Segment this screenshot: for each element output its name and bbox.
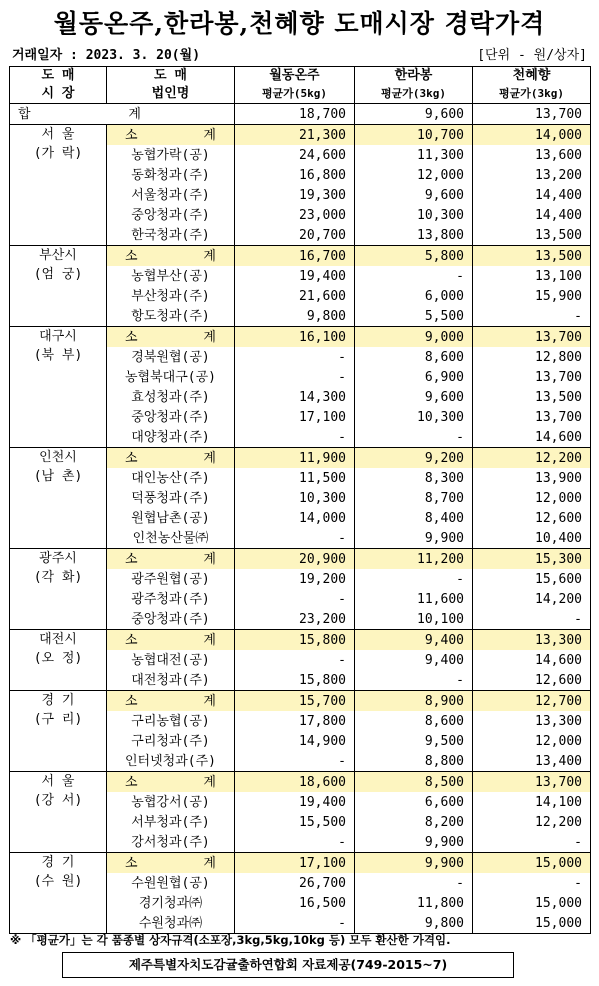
- header-org-line1: 도 매: [154, 68, 187, 83]
- subtotal-label: 소 계: [107, 853, 235, 874]
- corporation-name: 수원원협(공): [107, 873, 235, 893]
- price-col3: 12,600: [473, 670, 591, 691]
- price-col1: 15,700: [235, 691, 355, 712]
- trade-date: 거래일자 : 2023. 3. 20(월): [12, 48, 201, 63]
- price-col3: 13,500: [473, 387, 591, 407]
- market-region-line: (오 정): [33, 651, 83, 666]
- price-col1: 19,200: [235, 569, 355, 589]
- market-region: [10, 549, 107, 630]
- price-col3: -: [473, 609, 591, 630]
- price-col1: 19,400: [235, 266, 355, 286]
- corporation-name: 농협대전(공): [107, 650, 235, 670]
- corporation-name: 동화청과(주): [107, 165, 235, 185]
- price-col2: -: [355, 427, 473, 448]
- price-col1: 14,000: [235, 508, 355, 528]
- unit-label: [단위 - 원/상자]: [477, 48, 587, 63]
- price-col2: -: [355, 569, 473, 589]
- price-col2: 12,000: [355, 165, 473, 185]
- corporation-name: 농협북대구(공): [107, 367, 235, 387]
- header-col3-line2: 평균가(3kg): [499, 87, 564, 100]
- price-col2: 9,400: [355, 650, 473, 670]
- subtotal-row: [10, 448, 591, 469]
- price-col2: -: [355, 873, 473, 893]
- market-region: [10, 125, 107, 246]
- market-region: [10, 630, 107, 691]
- corporation-name: 대양청과(주): [107, 427, 235, 448]
- market-region-line: 인천시: [39, 450, 77, 465]
- price-col2: 8,700: [355, 488, 473, 508]
- price-col1: -: [235, 347, 355, 367]
- corporation-name: 효성청과(주): [107, 387, 235, 407]
- header-org-line2: 법인명: [151, 86, 190, 101]
- market-region-line: (남 촌): [33, 469, 83, 484]
- price-col2: 9,600: [355, 185, 473, 205]
- corporation-name: 농협강서(공): [107, 792, 235, 812]
- total-col1: 18,700: [235, 104, 355, 125]
- price-col3: -: [473, 873, 591, 893]
- corporation-name: 중앙청과(주): [107, 205, 235, 225]
- corporation-name: 원협남촌(공): [107, 508, 235, 528]
- price-col1: -: [235, 751, 355, 772]
- price-col2: 9,200: [355, 448, 473, 469]
- price-col2: 5,500: [355, 306, 473, 327]
- total-row: [10, 104, 591, 125]
- price-col2: 9,900: [355, 832, 473, 853]
- market-region: [10, 691, 107, 772]
- price-col1: 17,100: [235, 853, 355, 874]
- price-col1: -: [235, 589, 355, 609]
- market-region-line: (각 화): [33, 570, 83, 585]
- market-region-line: (엄 궁): [33, 267, 83, 282]
- subtotal-row: [10, 125, 591, 146]
- corporation-name: 인터넷청과(주): [107, 751, 235, 772]
- subtotal-label: 소 계: [107, 691, 235, 712]
- price-col1: 26,700: [235, 873, 355, 893]
- footnote: ※ 「평균가」는 각 품종별 상자규격(소포장,3kg,5kg,10kg 등) 모두 환산한 가격임.: [10, 933, 451, 947]
- corporation-name: 대전청과(주): [107, 670, 235, 691]
- price-col3: 13,700: [473, 407, 591, 427]
- page-title: 월동온주,한라봉,천혜향 도매시장 경락가격: [53, 9, 546, 38]
- header-region-line2: 시 장: [41, 86, 75, 101]
- price-col3: 14,000: [473, 125, 591, 146]
- price-col1: 21,600: [235, 286, 355, 306]
- price-col3: 15,300: [473, 549, 591, 570]
- market-region-line: 대구시: [39, 329, 77, 344]
- subtotal-label: 소 계: [107, 549, 235, 570]
- price-col1: 23,200: [235, 609, 355, 630]
- price-col2: 8,200: [355, 812, 473, 832]
- price-col3: 13,600: [473, 145, 591, 165]
- price-col3: 13,300: [473, 711, 591, 731]
- corporation-name: 강서청과(주): [107, 832, 235, 853]
- subtotal-label: 소 계: [107, 772, 235, 793]
- price-col3: 12,700: [473, 691, 591, 712]
- total-col2: 9,600: [355, 104, 473, 125]
- market-region-line: 대전시: [39, 632, 77, 647]
- subtotal-row: [10, 853, 591, 874]
- price-col3: 13,400: [473, 751, 591, 772]
- price-col1: 19,300: [235, 185, 355, 205]
- market-region: [10, 246, 107, 327]
- price-col1: 16,500: [235, 893, 355, 913]
- price-col3: 14,600: [473, 427, 591, 448]
- corporation-name: 중앙청과(주): [107, 609, 235, 630]
- market-region-line: 부산시: [39, 248, 77, 263]
- price-col1: 19,400: [235, 792, 355, 812]
- price-col3: 10,400: [473, 528, 591, 549]
- price-col1: 20,700: [235, 225, 355, 246]
- price-col3: 12,000: [473, 731, 591, 751]
- price-col1: 15,800: [235, 630, 355, 651]
- corporation-name: 대인농산(주): [107, 468, 235, 488]
- price-col3: 15,000: [473, 913, 591, 934]
- corporation-name: 광주청과(주): [107, 589, 235, 609]
- header-col1-line2: 평균가(5kg): [262, 87, 327, 100]
- price-col2: 6,900: [355, 367, 473, 387]
- corporation-name: 광주원협(공): [107, 569, 235, 589]
- corporation-name: 인천농산물㈜: [107, 528, 235, 549]
- price-col2: 8,400: [355, 508, 473, 528]
- header-col2: [355, 67, 473, 104]
- price-col2: 8,600: [355, 711, 473, 731]
- price-col2: 9,400: [355, 630, 473, 651]
- price-table: [9, 66, 591, 934]
- price-col2: 9,800: [355, 913, 473, 934]
- price-col2: 10,100: [355, 609, 473, 630]
- price-col3: 13,700: [473, 327, 591, 348]
- header-col2-line2: 평균가(3kg): [381, 87, 446, 100]
- price-col2: 8,600: [355, 347, 473, 367]
- price-col2: 8,300: [355, 468, 473, 488]
- price-col3: 13,700: [473, 772, 591, 793]
- price-col1: -: [235, 427, 355, 448]
- price-col3: 14,100: [473, 792, 591, 812]
- price-col1: -: [235, 913, 355, 934]
- price-col1: 23,000: [235, 205, 355, 225]
- price-col2: 9,900: [355, 853, 473, 874]
- price-col3: 14,400: [473, 185, 591, 205]
- price-col1: 14,300: [235, 387, 355, 407]
- corporation-name: 구리청과(주): [107, 731, 235, 751]
- price-col2: 11,600: [355, 589, 473, 609]
- market-region-line: (강 서): [33, 793, 83, 808]
- price-col1: 16,800: [235, 165, 355, 185]
- price-col2: 9,600: [355, 387, 473, 407]
- market-region-line: (수 원): [33, 874, 83, 889]
- subtotal-row: [10, 630, 591, 651]
- price-col2: 8,800: [355, 751, 473, 772]
- price-col3: 13,700: [473, 367, 591, 387]
- price-col2: -: [355, 266, 473, 286]
- price-col1: 11,900: [235, 448, 355, 469]
- price-col1: 10,300: [235, 488, 355, 508]
- subtotal-label: 소 계: [107, 246, 235, 267]
- price-col1: 15,800: [235, 670, 355, 691]
- price-col2: 5,800: [355, 246, 473, 267]
- price-col3: 14,400: [473, 205, 591, 225]
- market-region-line: 경 기: [41, 855, 75, 870]
- corporation-name: 경기청과㈜: [107, 893, 235, 913]
- price-col3: 12,600: [473, 508, 591, 528]
- corporation-name: 구리농협(공): [107, 711, 235, 731]
- price-col2: 6,000: [355, 286, 473, 306]
- price-col2: 9,900: [355, 528, 473, 549]
- price-col2: 9,000: [355, 327, 473, 348]
- price-col2: 11,800: [355, 893, 473, 913]
- price-col1: 16,700: [235, 246, 355, 267]
- market-region-line: 서 울: [41, 127, 75, 142]
- price-col3: 14,200: [473, 589, 591, 609]
- source-box: 제주특별자치도감귤출하연합회 자료제공(749-2015~7): [62, 952, 514, 978]
- price-col3: 15,000: [473, 893, 591, 913]
- price-col2: 10,300: [355, 205, 473, 225]
- price-col3: 15,900: [473, 286, 591, 306]
- price-col1: -: [235, 832, 355, 853]
- subtotal-row: [10, 691, 591, 712]
- price-col1: 14,900: [235, 731, 355, 751]
- price-col1: 17,800: [235, 711, 355, 731]
- price-col3: 13,300: [473, 630, 591, 651]
- price-col3: 13,500: [473, 225, 591, 246]
- market-region-line: 광주시: [39, 551, 77, 566]
- market-region-line: (구 리): [33, 712, 83, 727]
- header-col2-line1: 한라봉: [394, 68, 433, 83]
- total-col3: 13,700: [473, 104, 591, 125]
- price-col3: 15,000: [473, 853, 591, 874]
- corporation-name: 서울청과(주): [107, 185, 235, 205]
- price-col3: -: [473, 306, 591, 327]
- market-region-line: (북 부): [33, 348, 83, 363]
- subtotal-label: 소 계: [107, 630, 235, 651]
- price-col1: 9,800: [235, 306, 355, 327]
- price-col3: 13,900: [473, 468, 591, 488]
- market-region: [10, 772, 107, 853]
- price-col3: -: [473, 832, 591, 853]
- price-col1: -: [235, 650, 355, 670]
- subtotal-row: [10, 549, 591, 570]
- subtotal-row: [10, 246, 591, 267]
- price-col2: 8,900: [355, 691, 473, 712]
- market-region: [10, 327, 107, 448]
- corporation-name: 부산청과(주): [107, 286, 235, 306]
- price-col2: 10,700: [355, 125, 473, 146]
- price-col3: 12,200: [473, 812, 591, 832]
- market-region: [10, 853, 107, 934]
- subtotal-label: 소 계: [107, 448, 235, 469]
- header-col1: [235, 67, 355, 104]
- corporation-name: 항도청과(주): [107, 306, 235, 327]
- subtotal-row: [10, 772, 591, 793]
- price-col3: 14,600: [473, 650, 591, 670]
- price-col3: 12,200: [473, 448, 591, 469]
- header-region: [10, 67, 107, 104]
- price-col1: 20,900: [235, 549, 355, 570]
- price-col3: 12,000: [473, 488, 591, 508]
- price-col2: 6,600: [355, 792, 473, 812]
- total-label-text: 합 계: [18, 106, 141, 122]
- corporation-name: 중앙청과(주): [107, 407, 235, 427]
- header-col1-line1: 월동온주: [269, 68, 320, 83]
- price-col2: 8,500: [355, 772, 473, 793]
- market-region: [10, 448, 107, 549]
- price-col1: 24,600: [235, 145, 355, 165]
- corporation-name: 농협부산(공): [107, 266, 235, 286]
- table-body: [10, 104, 591, 934]
- price-col1: -: [235, 367, 355, 387]
- price-col1: 16,100: [235, 327, 355, 348]
- market-region-line: (가 락): [33, 146, 83, 161]
- price-col1: -: [235, 528, 355, 549]
- subtotal-row: [10, 327, 591, 348]
- price-col3: 13,200: [473, 165, 591, 185]
- header-col3: [473, 67, 591, 104]
- corporation-name: 농협가락(공): [107, 145, 235, 165]
- price-col2: -: [355, 670, 473, 691]
- price-col3: 15,600: [473, 569, 591, 589]
- header-region-line1: 도 매: [41, 68, 75, 83]
- price-col2: 11,200: [355, 549, 473, 570]
- price-col3: 13,500: [473, 246, 591, 267]
- price-col1: 21,300: [235, 125, 355, 146]
- header-col3-line1: 천혜향: [512, 68, 551, 83]
- corporation-name: 덕풍청과(주): [107, 488, 235, 508]
- price-col3: 12,800: [473, 347, 591, 367]
- price-col2: 13,800: [355, 225, 473, 246]
- market-region-line: 경 기: [41, 693, 75, 708]
- price-col1: 11,500: [235, 468, 355, 488]
- price-col1: 15,500: [235, 812, 355, 832]
- market-region-line: 서 울: [41, 774, 75, 789]
- corporation-name: 경북원협(공): [107, 347, 235, 367]
- total-label: [10, 104, 235, 125]
- subtotal-label: 소 계: [107, 125, 235, 146]
- price-col1: 18,600: [235, 772, 355, 793]
- header-org: [107, 67, 235, 104]
- corporation-name: 서부청과(주): [107, 812, 235, 832]
- price-col3: 13,100: [473, 266, 591, 286]
- subtotal-label: 소 계: [107, 327, 235, 348]
- table-header: [10, 67, 591, 104]
- price-col2: 9,500: [355, 731, 473, 751]
- price-col2: 10,300: [355, 407, 473, 427]
- corporation-name: 한국청과(주): [107, 225, 235, 246]
- price-col1: 17,100: [235, 407, 355, 427]
- price-col2: 11,300: [355, 145, 473, 165]
- corporation-name: 수원청과㈜: [107, 913, 235, 934]
